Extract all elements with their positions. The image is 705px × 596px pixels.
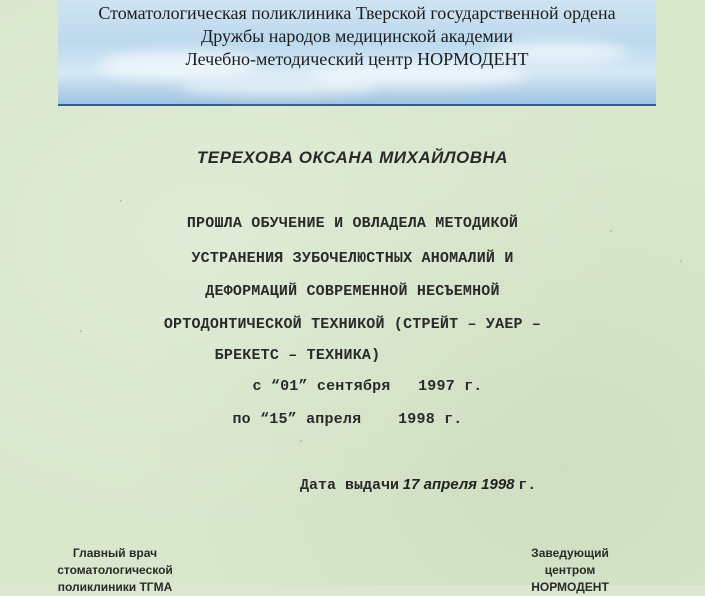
header-line-2: Дружбы народов медицинской академии: [200, 26, 514, 46]
body-line-4: ОРТОДОНТИЧЕСКОЙ ТЕХНИКОЙ (СТРЕЙТ – УАЕР –: [163, 316, 542, 333]
paper-speck: [80, 330, 82, 332]
signature-left-line-3: поликлиники ТГМА: [57, 580, 173, 594]
body-line-3: ДЕФОРМАЦИЙ СОВРЕМЕННОЙ НЕСЪЕМНОЙ: [205, 283, 500, 300]
issue-label: Дата выдачи: [300, 477, 400, 494]
institution-header: [58, 2, 656, 71]
signature-left-line-1: Главный врач: [72, 546, 158, 560]
header-line-3: Лечебно-методический центр НОРМОДЕНТ: [185, 49, 529, 69]
period-to: по “15” апреля 1998 г.: [232, 411, 463, 428]
body-line-5: БРЕКЕТС – ТЕХНИКА): [214, 347, 381, 364]
signature-right-line-3: НОРМОДЕНТ: [531, 580, 609, 594]
recipient-name: ТЕРЕХОВА ОКСАНА МИХАЙЛОВНА: [196, 148, 509, 167]
body-line-1: ПРОШЛА ОБУЧЕНИЕ И ОВЛАДЕЛА МЕТОДИКОЙ: [186, 215, 519, 232]
signature-left: [20, 545, 210, 596]
body-line-2: УСТРАНЕНИЯ ЗУБОЧЕЛЮСТНЫХ АНОМАЛИЙ И: [191, 250, 514, 267]
signature-right-line-2: центром: [544, 563, 596, 577]
issue-date-line: [300, 476, 536, 494]
header-line-1: Стоматологическая поликлиника Тверской государственной ордена: [98, 3, 616, 23]
signature-right: [505, 545, 635, 596]
period-from: с “01” сентября 1997 г.: [252, 378, 483, 395]
paper-speck: [680, 260, 682, 262]
issue-date: 17 апреля 1998: [402, 476, 515, 493]
signature-right-line-1: Заведующий: [531, 546, 609, 560]
paper-speck: [300, 440, 302, 442]
paper-speck: [610, 230, 612, 232]
paper-speck: [120, 200, 122, 202]
issue-year-suffix: г.: [518, 477, 537, 494]
signature-left-line-2: стоматологической: [57, 563, 173, 577]
